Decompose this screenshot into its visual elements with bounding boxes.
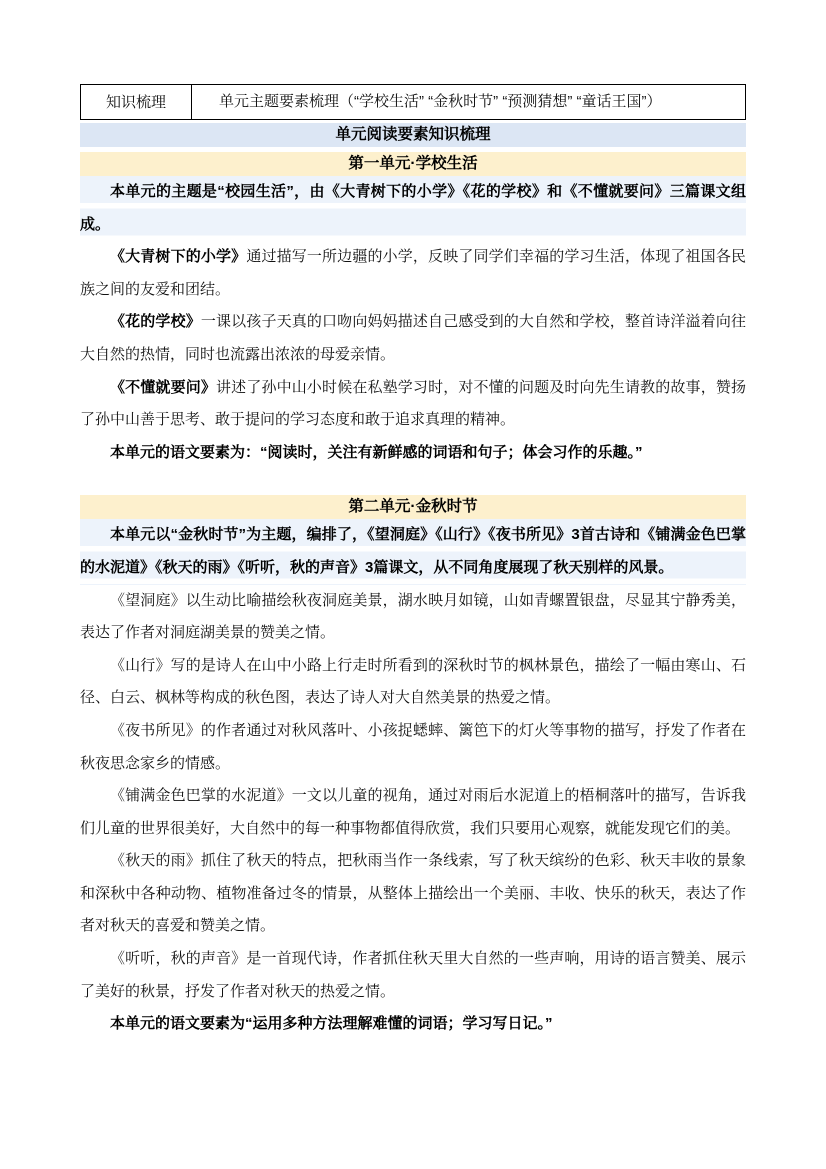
paragraph: 《听听，秋的声音》是一首现代诗，作者抓住秋天里大自然的一些声响，用诗的语言赞美、展示了美好的秋景，抒发了作者对秋天的热爱之情。 — [80, 950, 746, 1000]
paragraph-highlighted: 本单元以“金秋时节”为主题，编排了，《望洞庭》《山行》《夜书所见》3首古诗和《铺满金色巴掌的水泥道》《秋天的雨》《听听，秋的声音》3篇课文，从不同角度展现了秋天别样的风景。 — [80, 519, 746, 584]
paragraph-highlighted: 本单元的主题是“校园生活”，由《大青树下的小学》《花的学校》和《不懂就要问》三篇课文组成。 — [80, 176, 746, 241]
unit-header: 第一单元·学校生活 — [80, 152, 746, 176]
paragraph: 本单元的语文要素为“运用多种方法理解难懂的词语；学习写日记。” — [110, 1015, 553, 1033]
course-title: 《花的学校》 — [110, 313, 201, 331]
paragraph: 《山行》写的是诗人在山中小路上行走时所看到的深秋时节的枫林景色，描绘了一幅由寒山、石径、白云、枫林等构成的秋色图，表达了诗人对大自然美景的热爱之情。 — [80, 656, 746, 707]
table-row — [81, 85, 746, 120]
paragraph: 本单元的语文要素为：“阅读时，关注有新鲜感的词语和句子；体会习作的乐趣。” — [110, 443, 643, 461]
paragraph: 《夜书所见》的作者通过对秋风落叶、小孩捉蟋蟀、篱笆下的灯火等事物的描写，抒发了作者在秋夜思念家乡的情感。 — [80, 721, 746, 772]
paragraph: 《秋天的雨》抓住了秋天的特点，把秋雨当作一条线索，写了秋天缤纷的色彩、秋天丰收的景象和深秋中各种动物、植物准备过冬的情景，从整体上描绘出一个美丽、丰收、快乐的秋天，表达了作者对秋天的喜爱和赞美之情。 — [80, 852, 746, 935]
paragraph: 《花的学校》一课以孩子天真的口吻向妈妈描述自己感受到的大自然和学校，整首诗洋溢着向往大自然的热情，同时也流露出浓浓的母爱亲情。 — [80, 313, 746, 363]
knowledge-table — [80, 84, 746, 120]
table-cell-label: 知识梳理 — [81, 85, 192, 120]
unit-section-2 — [80, 495, 746, 1041]
paragraph: 《大青树下的小学》通过描写一所边疆的小学，反映了同学们幸福的学习生活，体现了祖国各民族之间的友爱和团结。 — [80, 248, 746, 298]
sections-container — [80, 151, 746, 1041]
table-cell-content: 单元主题要素梳理（“学校生活” “金秋时节” “预测猜想” “童话王国”） — [192, 85, 746, 120]
unit-section-1 — [80, 152, 746, 469]
main-section-header: 单元阅读要素知识梳理 — [80, 123, 746, 147]
unit-header: 第二单元·金秋时节 — [80, 495, 746, 519]
course-title: 《大青树下的小学》 — [110, 248, 247, 266]
course-title: 《不懂就要问》 — [110, 378, 217, 396]
document-content — [80, 84, 746, 1041]
paragraph: 《铺满金色巴掌的水泥道》一文以儿童的视角，通过对雨后水泥道上的梧桐落叶的描写，告诉我们儿童的世界很美好，大自然中的每一种事物都值得欣赏，我们只要用心观察，就能发现它们的美。 — [80, 787, 746, 837]
paragraph: 《不懂就要问》讲述了孙中山小时候在私塾学习时，对不懂的问题及时向先生请教的故事，赞扬了孙中山善于思考、敢于提问的学习态度和敢于追求真理的精神。 — [80, 378, 746, 429]
paragraph: 《望洞庭》以生动比喻描绘秋夜洞庭美景，湖水映月如镜，山如青螺置银盘，尽显其宁静秀美，表达了作者对洞庭湖美景的赞美之情。 — [80, 591, 746, 642]
